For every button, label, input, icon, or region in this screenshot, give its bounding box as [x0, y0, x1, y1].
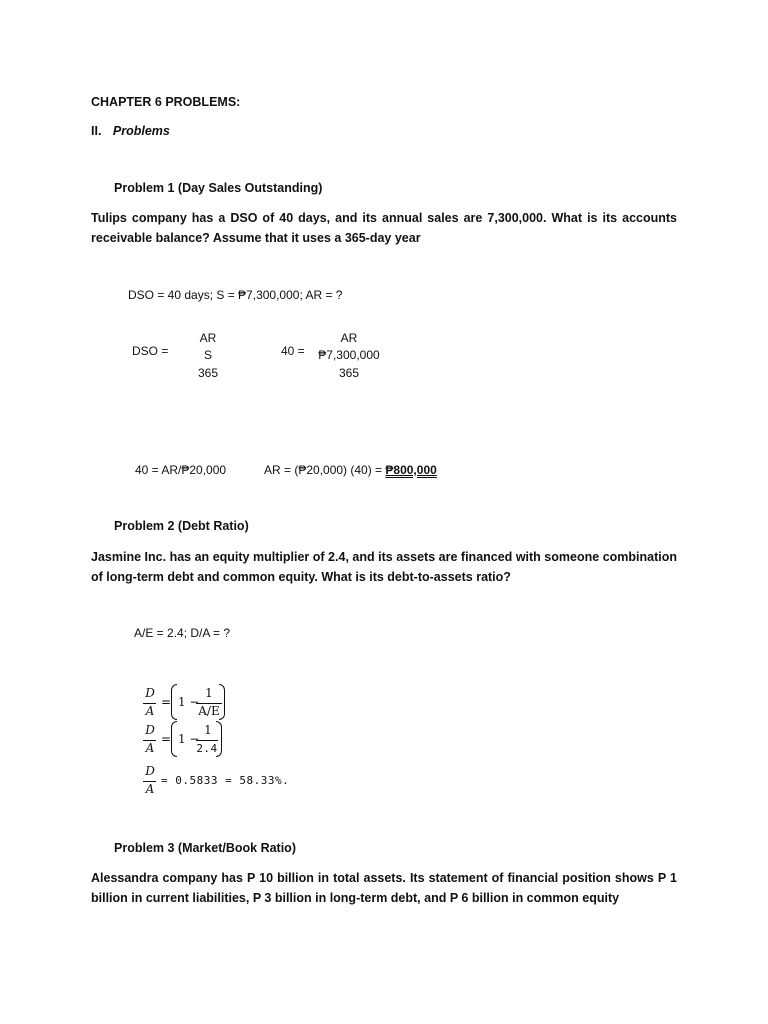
problem-1-given: DSO = 40 days; S = ₱7,300,000; AR = ? — [128, 288, 343, 302]
dso-formula-s: S — [203, 348, 212, 362]
dso-formula-ar: AR — [199, 331, 217, 345]
section-title: Problems — [112, 124, 170, 138]
eq2-left-paren — [171, 721, 177, 757]
problem-1-result — [264, 463, 437, 477]
eq1-one: 1 — [205, 686, 213, 700]
eq1-right-paren — [219, 684, 225, 720]
dso-formula-days: 365 — [197, 366, 219, 380]
eq2-inner-bar — [196, 740, 218, 741]
eq1-numerator-d: D — [145, 686, 155, 700]
problem-1-question: Tulips company has a DSO of 40 days, and its annual sales are 7,300,000. What is its accounts receivable balance? Assume that it uses a 365-day year — [91, 211, 677, 245]
dso-sub-ar: AR — [340, 331, 358, 345]
eq1-minus: 1 − — [178, 695, 200, 709]
problem-2-question: Jasmine Inc. has an equity multiplier of 2.4, and its assets are financed with someone combination of long-term debt and common equity. What is its debt-to-assets ratio? — [91, 550, 677, 584]
dso-formula-lhs: DSO = — [132, 344, 169, 358]
eq2-right-paren — [216, 721, 222, 757]
eq3-result: = 0.5833 = 58.33%. — [161, 774, 290, 787]
eq1-denominator-a: A — [145, 704, 155, 718]
eq1-left-paren — [171, 684, 177, 720]
section-heading — [91, 124, 170, 138]
eq2-numerator-d: D — [145, 723, 155, 737]
eq1-equals: = — [161, 695, 172, 709]
problem-3-question: Alessandra company has P 10 billion in total assets. Its statement of financial position shows P 1 billion in current liabilities, P 3 billion in long-term debt, and P 6 billion in common equity — [91, 871, 677, 905]
ar-answer: ₱800,000 — [385, 463, 437, 477]
dso-sub-lhs: 40 = — [281, 344, 305, 358]
eq2-one: 1 — [204, 723, 212, 737]
dso-sub-days: 365 — [338, 366, 360, 380]
result-prefix: AR = (₱20,000) (40) = — [264, 463, 386, 477]
eq2-value: 2.4 — [196, 742, 218, 755]
problem-3-heading: Problem 3 (Market/Book Ratio) — [114, 841, 296, 855]
eq2-denominator-a: A — [145, 741, 155, 755]
section-numeral: II. — [91, 124, 102, 138]
problem-1-step: 40 = AR/₱20,000 — [135, 463, 227, 477]
problem-2-given: A/E = 2.4; D/A = ? — [134, 626, 231, 640]
chapter-title: CHAPTER 6 PROBLEMS: — [91, 95, 241, 109]
eq3-numerator-d: D — [145, 764, 155, 778]
problem-1-heading: Problem 1 (Day Sales Outstanding) — [114, 181, 323, 195]
eq3-denominator-a: A — [145, 782, 155, 796]
eq2-minus: 1 − — [178, 732, 200, 746]
dso-sub-sales: ₱7,300,000 — [318, 348, 380, 362]
eq1-ae: A/E — [198, 704, 220, 718]
problem-2-heading: Problem 2 (Debt Ratio) — [114, 519, 249, 533]
eq2-equals: = — [161, 732, 172, 746]
